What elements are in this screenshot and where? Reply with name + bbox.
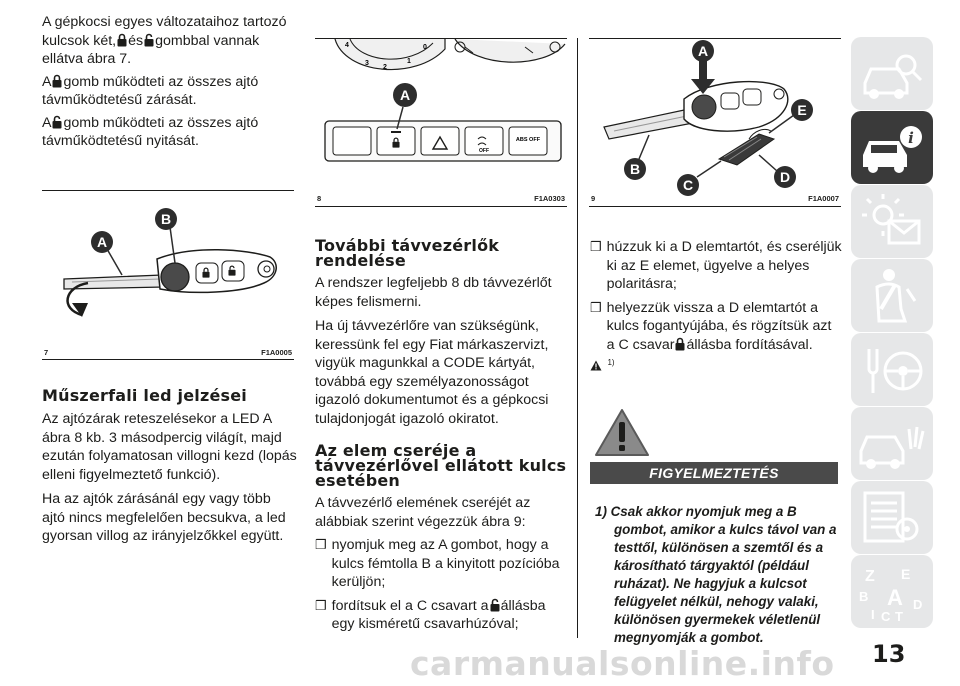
page-number: 13 [872,640,906,668]
sidebar-tab-starting-driving[interactable] [851,333,933,406]
warning-triangle-icon [594,408,650,458]
svg-text:2: 2 [383,64,387,71]
checkbox-bullet-icon: ❒ [590,299,602,315]
svg-text:1: 1 [407,58,411,65]
svg-text:Z: Z [865,568,875,585]
column-separator [577,38,578,638]
figure-9-label-e: E [797,102,807,118]
list-item: ❒ nyomjuk meg az A gombot, hogy a kulcs fémtolla B a kinyitott pozícióba kerüljön; [315,537,560,590]
svg-text:3: 3 [365,60,369,67]
car-search-icon [851,37,933,110]
figure-9 [589,38,841,207]
figure-7-label-a: A [96,234,108,250]
svg-text:T: T [895,609,903,624]
lock-closed-icon [117,33,127,47]
intro-paragraph: A gépkocsi egyes változataihoz tartozó kulcsok két, és gombbal vannak ellátva ábra 7. [42,14,287,67]
column-2 [315,238,570,634]
svg-text:C: C [881,609,891,624]
led-heading: Műszerfali led jelzései [42,386,247,405]
figure-9-label-a: A [697,43,709,59]
svg-text:4: 4 [345,42,349,49]
battery-change-heading: Az elem cseréje a távvezérlővel ellátott kulcs esetében [315,441,567,490]
lock-open-icon [490,598,500,612]
lock-open-icon [144,33,154,47]
car-info-icon [851,111,933,184]
figure-9-label-d: D [779,169,791,185]
sidebar-tab-emergency[interactable] [851,407,933,480]
sidebar-tab-knowing-car[interactable] [851,37,933,110]
battery-change-intro: A távvezérlő elemének cseréjét az alábbiak szerint végezzük ábra 9: [315,495,531,530]
svg-text:D: D [913,597,923,612]
small-warning-icon [590,360,602,371]
steering-wheel-icon [851,333,933,406]
index-letters-icon [851,555,933,628]
abs-off-label: ABS OFF [515,137,541,143]
lock-button-paragraph: A gomb működteti az összes ajtó távműködtetésű zárását. [42,73,259,108]
warning-title: FIGYELMEZTETÉS [590,462,838,484]
svg-text:OFF: OFF [479,148,489,154]
key-fob-illustration [42,197,294,347]
sidebar-tab-index[interactable] [851,555,933,628]
figure-9-label-b: B [629,161,641,177]
warning-lights-icon [851,185,933,258]
warning-text: 1) Csak akkor nyomjuk meg a B gombot, amikor a kulcs távol van a testtől, különösen a szemtől és a károsítható tárgyaktól (például ruházat). Ne hagyjuk a kulcsot felügyelet nélkül, nehogy valaki, különösen gyermekek véletlenül megnyomják a gombot. [595,504,837,645]
list-item: ❒ fordítsuk el a C csavart a állásba egy kisméretű csavarhúzóval; [315,597,546,632]
column-1-lower [42,388,297,546]
figure-7-number: 7 [44,348,49,357]
checklist-icon [851,481,933,554]
svg-text:0: 0 [423,44,427,51]
key-battery-illustration [589,39,841,199]
figure-8-number: 8 [317,194,322,203]
remote-order-heading: További távvezérlők rendelése [315,236,500,270]
svg-text:i: i [908,129,914,147]
seat-belt-icon [851,259,933,332]
sidebar-tab-safety[interactable] [851,259,933,332]
lock-closed-icon [52,74,62,88]
remote-order-paragraph-2: Ha új távvezérlőre van szükségünk, keressünk fel egy Fiat márkaszervizt, vigyük magunkkal a CODE kártyát, továbbá egy személyazonosságot igazoló dokumentumot és a gépkocsi tulajdonjogát igazoló okiratot. [315,318,549,427]
list-item: ❒ húzzuk ki a D elemtartót, és cseréljük ki az E elemet, ügyelve a helyes polaritásra; [590,239,842,292]
warning-reference [590,358,615,376]
figure-9-label-c: C [682,177,694,193]
warning-reference-number: 1) [607,358,615,367]
sidebar-tab-warning-lights[interactable] [851,185,933,258]
list-item: ❒ helyezzük vissza a D elemtartót a kulcs fogantyújába, és rögzítsük azt a C csavar állásba fordításával. [590,299,832,353]
watermark: carmanualsonline.info [410,644,835,683]
figure-7-label-b: B [160,211,172,227]
svg-text:B: B [859,589,869,604]
figure-8-code: F1A0303 [534,194,565,203]
svg-text:A: A [887,585,903,610]
checkbox-bullet-icon: ❒ [315,597,327,613]
lock-open-icon [52,115,62,129]
figure-8 [315,38,567,207]
dashboard-switch-illustration [315,39,567,199]
figure-7-code: F1A0005 [261,348,292,357]
remote-order-paragraph-1: A rendszer legfeljebb 8 db távvezérlőt képes felismerni. [315,275,552,310]
led-paragraph-1: Az ajtózárak reteszelésekor a LED A ábra 8 kb. 3 másodpercig világít, majd ezután folyamatosan villogni kezd (lopás elleni figyelmeztető funkció). [42,411,297,483]
unlock-button-paragraph: A gomb működteti az összes ajtó távműködtetésű nyitását. [42,114,259,149]
sidebar-tab-maintenance[interactable] [851,481,933,554]
column-3 [590,238,842,354]
svg-text:E: E [901,566,911,582]
lock-closed-icon [675,337,685,351]
figure-9-number: 9 [591,194,596,203]
checkbox-bullet-icon: ❒ [315,537,327,552]
checkbox-bullet-icon: ❒ [590,239,602,254]
figure-8-label-a: A [399,87,411,103]
car-breakdown-icon [851,407,933,480]
led-paragraph-2: Ha az ajtók zárásánál egy vagy több ajtó nincs megfelelően becsukva, a led gyorsan villog az irányjelzőkkel együtt. [42,491,286,544]
svg-text:I: I [871,607,875,622]
sidebar-tab-car-info[interactable] [851,111,933,184]
figure-9-code: F1A0007 [808,194,839,203]
figure-7 [42,190,294,360]
column-1 [42,0,297,151]
